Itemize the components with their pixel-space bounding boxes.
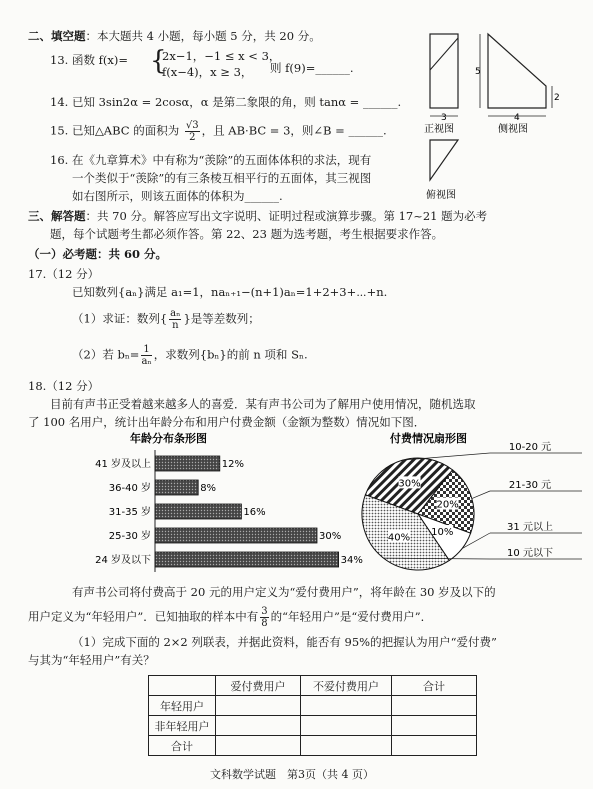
q13-case-1: 2x−1，−1 ≤ x < 3， (162, 49, 281, 63)
q13-suffix: 则 f(9)=______. (270, 61, 354, 75)
q15-fraction: $\frac{√3}{2}$ (185, 120, 199, 143)
bar-category-label: 41 岁及以上 (95, 459, 151, 470)
table-header-cell (149, 676, 216, 696)
q18-para-2-line-1: 有声书公司将付费高于 20 元的用户定义为“爱付费用户”，将年龄在 30 岁及以下的 (72, 585, 496, 599)
bar (155, 456, 220, 471)
table-cell[interactable] (216, 716, 301, 736)
front-view-label: 正视图 (424, 124, 454, 135)
q17-condition: 已知数列{aₙ}满足 a₁=1，naₙ₊₁−(n+1)aₙ=1+2+3+⋯+n. (72, 285, 388, 299)
bar-value-label: 16% (243, 507, 266, 518)
pie-slice-percent: 20% (436, 499, 459, 511)
section-2-heading: 二、填空题：本大题共 4 小题，每小题 5 分，共 20 分。 (28, 29, 321, 43)
bar-value-label: 8% (200, 483, 217, 494)
pie-slice-percent: 40% (387, 532, 411, 544)
table-cell[interactable] (301, 736, 392, 756)
pie-chart-title: 付费情况扇形图 (390, 432, 467, 445)
pie-slice-percent: 10% (431, 526, 454, 538)
bar (155, 528, 317, 543)
dim-height: 5 (475, 67, 481, 77)
table-cell[interactable] (216, 696, 301, 716)
bar (155, 504, 241, 519)
q18-para-2-line-2: 用户定义为“年轻用户”．已知抽取的样本中有 $\frac{3}{8}$ 的“年轻用户”是“爱付费用户”． (28, 606, 433, 629)
pie-category-label: 21-30 元 (508, 480, 552, 491)
side-view (475, 34, 560, 135)
contingency-table (148, 675, 477, 756)
q18-sub-1-line-2: 与其为“年轻用户”有关？ (28, 653, 155, 667)
bar-value-label: 30% (319, 531, 342, 542)
table-header-cell: 不爱付费用户 (301, 676, 392, 696)
table-header-cell: 合计 (392, 676, 477, 696)
q18-sub-1-line-1: （1）完成下面的 2×2 列联表，并据此资料，能否有 95%的把握认为用户“爱付费” (72, 635, 497, 649)
piecewise-brace: { (150, 46, 167, 76)
q17-part-1: （1）求证：数列{ $\frac{\text{aₙ}}{n}$ }是等差数列； (72, 308, 260, 331)
bar-category-label: 24 岁及以下 (95, 555, 151, 566)
table-header-row (149, 676, 477, 696)
pie-callout-line (472, 491, 490, 499)
table-cell[interactable] (301, 716, 392, 736)
section-3-line-2: 题，每个试题考生都必须作答。第 22、23 题为选考题，考生根据要求作答。 (50, 227, 444, 241)
bar-value-label: 34% (340, 555, 363, 566)
bar-category-label: 31-35 岁 (108, 507, 151, 518)
q16-line-2: 一个类似于“羡除”的有三条棱互相平行的五面体，其三视图 (72, 171, 372, 185)
table-cell[interactable] (216, 736, 301, 756)
pie-category-label: 10-20 元 (508, 442, 552, 453)
q16-line-3: 如右图所示，则该五面体的体积为______. (72, 189, 283, 203)
payment-pie-chart (350, 428, 590, 578)
bar (155, 480, 198, 495)
pie-slice-percent: 30% (398, 478, 421, 490)
table-row-label: 非年轻用户 (149, 716, 216, 736)
question-17-header: 17.（12 分） (28, 267, 100, 281)
pie-callout-line (403, 453, 490, 460)
table-row-label: 年轻用户 (149, 696, 216, 716)
dim-side-height: 2 (554, 93, 560, 103)
age-distribution-bar-chart (50, 428, 363, 578)
pie-category-label: 10 元以下 (507, 548, 553, 559)
table-row (149, 716, 477, 736)
table-cell[interactable] (392, 736, 477, 756)
top-view-label: 俯视图 (426, 190, 456, 201)
q13-case-2: f(x−4)，x ≥ 3， (162, 65, 253, 79)
bar-category-label: 36-40 岁 (108, 483, 151, 494)
table-row (149, 736, 477, 756)
question-14: 14. 已知 3sin2α = 2cosα，α 是第二象限的角，则 tanα = ______. (50, 95, 402, 109)
page-footer: 文科数学试题 第3页（共 4 页） (210, 768, 374, 781)
question-13: 13. 函数 f(x)= (50, 53, 128, 67)
bar-value-label: 12% (221, 459, 245, 470)
front-view (424, 34, 458, 135)
dim-side-width: 4 (514, 113, 520, 123)
question-15: 15. 已知△ABC 的面积为 $\frac{√3}{2}$ ，且 AB·BC = 3，则∠B = ______. (50, 120, 387, 143)
question-16: 16. 在《九章算术》中有称为“羡除”的五面体体积的求法，现有 (50, 153, 372, 167)
q18-line-2: 了 100 名用户，统计出年龄分布和用户付费金额（金额为整数）情况如下图． (28, 415, 426, 429)
pie-category-label: 31 元以上 (507, 522, 553, 533)
section-3-heading: 三、解答题：共 70 分。解答应写出文字说明、证明过程或演算步骤。第 17~21 题为必考 (28, 209, 488, 223)
bar (155, 552, 339, 567)
table-cell[interactable] (301, 696, 392, 716)
dim-front-width: 3 (441, 113, 447, 123)
bar-chart-title: 年龄分布条形图 (130, 432, 207, 445)
table-header-cell: 爱付费用户 (216, 676, 301, 696)
table-cell[interactable] (392, 696, 477, 716)
three-views-diagram (420, 28, 585, 203)
q18-line-1: 目前有声书正受着越来越多人的喜爱．某有声书公司为了解用户使用情况，随机选取 (50, 397, 476, 411)
question-18-header: 18.（12 分） (28, 379, 100, 393)
side-view-label: 侧视图 (498, 124, 528, 135)
table-row-label: 合计 (149, 736, 216, 756)
table-cell[interactable] (392, 716, 477, 736)
q17-part-2: （2）若 bₙ= $\frac{1}{\text{aₙ}}$ ，求数列{bₙ}的前 n 项和 Sₙ. (72, 344, 308, 367)
bar-category-label: 25-30 岁 (108, 531, 151, 542)
part-1-heading: （一）必考题：共 60 分。 (28, 247, 168, 261)
top-view (426, 140, 458, 201)
table-row (149, 696, 477, 716)
